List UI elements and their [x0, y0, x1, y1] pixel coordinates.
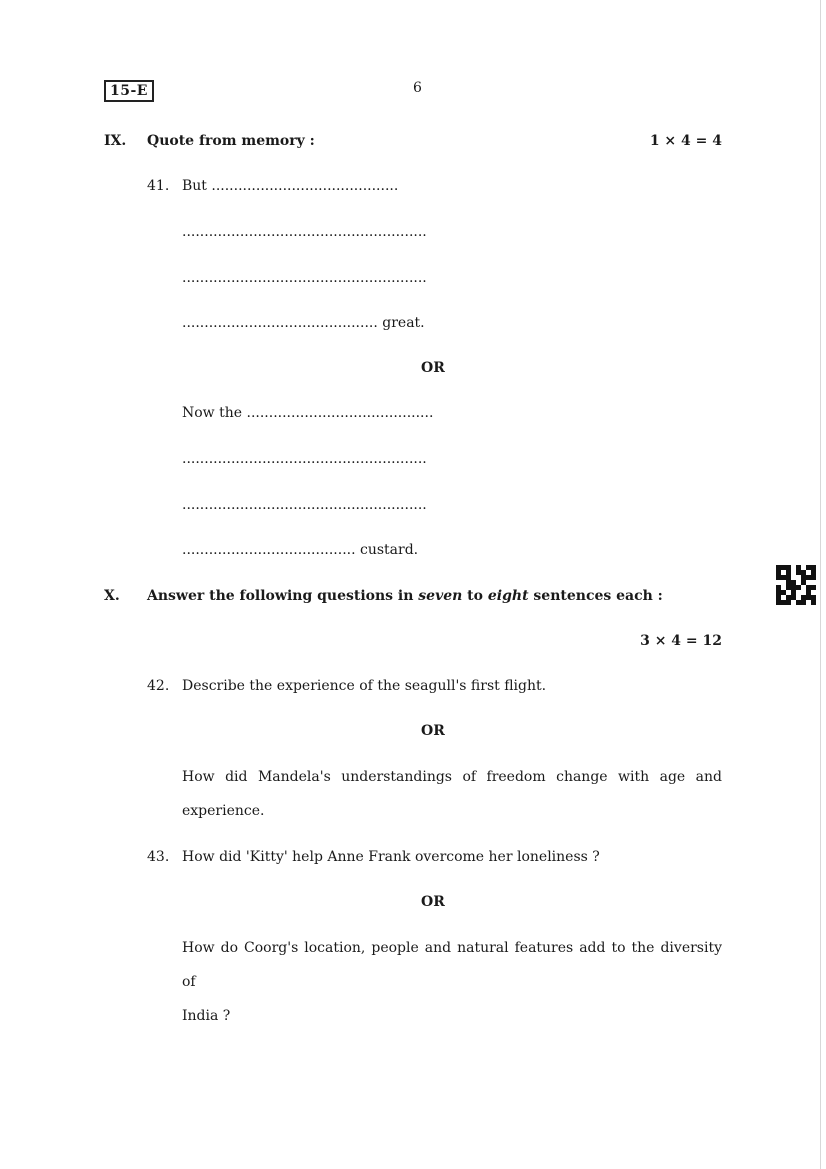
question-42-or: OR [421, 723, 445, 739]
question-43-or: OR [421, 894, 445, 910]
question-41-number: 41. [147, 178, 170, 194]
question-41-line-3: ....................................................... [182, 270, 427, 286]
section-10-title: Answer the following questions in seven to eight sentences each : [147, 588, 663, 604]
question-43-alternative [182, 931, 722, 1033]
page-number: 6 [413, 80, 422, 96]
section-9-marks: 1 × 4 = 4 [649, 133, 722, 149]
question-42-number: 42. [147, 678, 170, 694]
question-43-alt-line-2: India ? [182, 1008, 231, 1024]
question-41-line-4: ............................................ great. [182, 315, 425, 331]
question-41-line-1: But .......................................... [182, 178, 399, 194]
question-42-alternative [182, 760, 722, 828]
section-10-marks: 3 × 4 = 12 [640, 633, 722, 649]
question-41-or: OR [421, 360, 445, 376]
paper-code-badge: 15-E [104, 80, 154, 102]
section-10-number: X. [104, 588, 120, 604]
scan-edge [820, 0, 821, 1169]
question-41-alt-line-3: ....................................................... [182, 497, 427, 513]
question-42-alt-line-1: How did Mandela's understandings of freedom change with age and [182, 769, 722, 785]
question-41-alt-line-2: ....................................................... [182, 451, 427, 467]
section-9-number: IX. [104, 133, 127, 149]
question-42-alt-line-2: experience. [182, 803, 265, 819]
section-9-title: Quote from memory : [147, 133, 315, 149]
question-41-alt-line-1: Now the .......................................... [182, 405, 434, 421]
question-43-text: How did 'Kitty' help Anne Frank overcome her loneliness ? [182, 849, 600, 865]
question-41-line-2: ....................................................... [182, 224, 427, 240]
question-43-number: 43. [147, 849, 170, 865]
question-43-alt-line-1: How do Coorg's location, people and natural features add to the diversity of [182, 940, 722, 990]
qr-code [776, 565, 816, 605]
question-41-alt-line-4: ....................................... custard. [182, 542, 419, 558]
question-42-text: Describe the experience of the seagull's first flight. [182, 678, 547, 694]
